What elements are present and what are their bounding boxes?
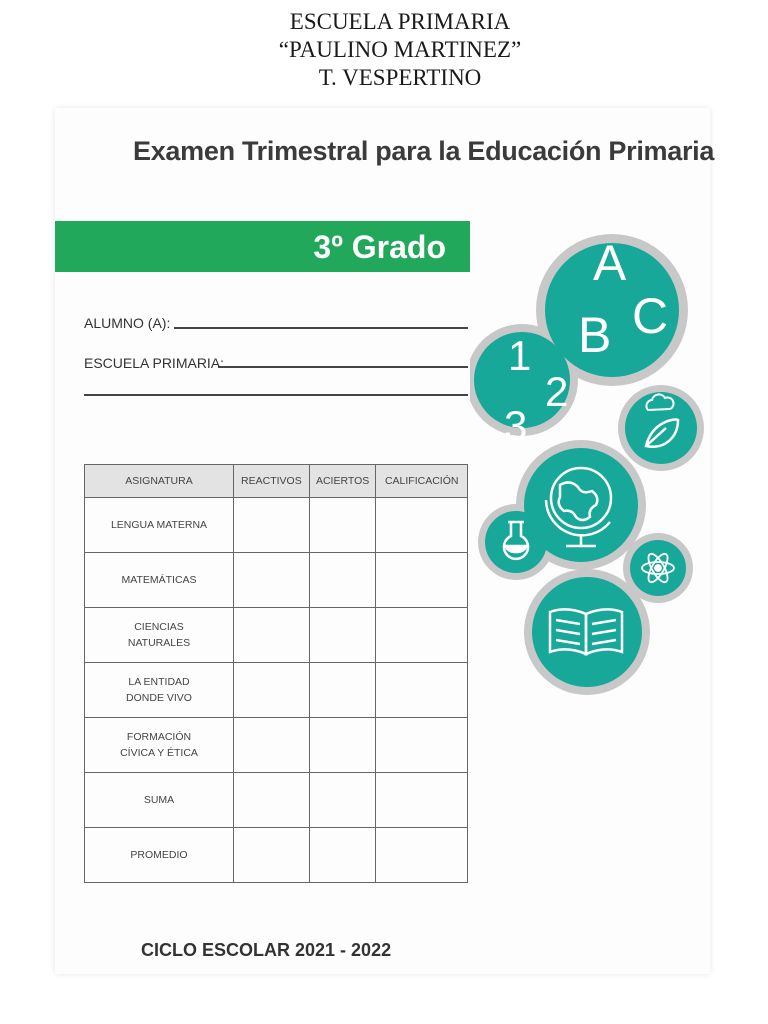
column-header-grade: CALIFICACIÓN — [376, 465, 468, 498]
table-row — [85, 553, 468, 608]
subject-cell — [85, 498, 234, 553]
subject-cell — [85, 663, 234, 718]
table-row — [85, 828, 468, 883]
student-name-line[interactable] — [174, 327, 468, 329]
items-cell[interactable] — [234, 773, 310, 828]
table-row — [85, 663, 468, 718]
correct-cell[interactable] — [309, 773, 376, 828]
school-name-line1: ESCUELA PRIMARIA — [289, 9, 511, 34]
subject-label: SUMA — [143, 794, 175, 806]
subject-cell — [85, 608, 234, 663]
school-shift: T. VESPERTINO — [318, 65, 482, 90]
grade-cell[interactable] — [376, 718, 468, 773]
grade-label: 3º Grado — [313, 229, 446, 265]
subject-label: LA ENTIDAD — [128, 676, 190, 688]
table-header-row — [85, 465, 468, 498]
subject-label-line2: DONDE VIVO — [126, 692, 192, 704]
school-name-line2: “PAULINO MARTINEZ” — [278, 37, 522, 62]
items-cell[interactable] — [234, 553, 310, 608]
subject-label-line2: CÍVICA Y ÉTICA — [120, 747, 198, 759]
correct-cell[interactable] — [309, 608, 376, 663]
items-cell[interactable] — [234, 828, 310, 883]
subject-label: PROMEDIO — [130, 849, 188, 861]
subject-cell — [85, 718, 234, 773]
correct-cell[interactable] — [309, 828, 376, 883]
student-name-label: ALUMNO (A): — [84, 315, 171, 331]
grade-banner — [55, 221, 470, 272]
subjects-illustration — [470, 200, 710, 720]
items-cell[interactable] — [234, 718, 310, 773]
column-header-items: REACTIVOS — [234, 465, 310, 498]
school-field-label: ESCUELA PRIMARIA: — [84, 355, 225, 371]
school-cycle: CICLO ESCOLAR 2021 - 2022 — [141, 940, 392, 960]
subject-cell — [85, 553, 234, 608]
grade-cell[interactable] — [376, 608, 468, 663]
column-header-correct: ACIERTOS — [309, 465, 376, 498]
subject-cell — [85, 773, 234, 828]
items-cell[interactable] — [234, 498, 310, 553]
exam-title: Examen Trimestral para la Educación Primaria — [133, 136, 715, 166]
number-two: 2 — [545, 368, 569, 415]
subject-label-line2: NATURALES — [127, 637, 191, 649]
items-cell[interactable] — [234, 608, 310, 663]
subject-label: CIENCIAS — [134, 621, 184, 633]
correct-cell[interactable] — [309, 553, 376, 608]
number-three: 3 — [504, 402, 528, 449]
school-header — [0, 8, 768, 92]
letter-b: B — [578, 307, 612, 363]
table-row — [85, 773, 468, 828]
correct-cell[interactable] — [309, 498, 376, 553]
correct-cell[interactable] — [309, 718, 376, 773]
school-field-line[interactable] — [218, 366, 468, 368]
grade-cell[interactable] — [376, 663, 468, 718]
number-one: 1 — [508, 332, 532, 379]
table-row — [85, 608, 468, 663]
table-row — [85, 498, 468, 553]
subject-label: LENGUA MATERNA — [110, 519, 208, 531]
scores-table — [84, 464, 468, 883]
letter-a: A — [593, 235, 627, 291]
column-header-subject: ASIGNATURA — [85, 465, 234, 498]
grade-cell[interactable] — [376, 828, 468, 883]
grade-cell[interactable] — [376, 498, 468, 553]
items-cell[interactable] — [234, 663, 310, 718]
school-field-line-extra[interactable] — [84, 394, 468, 396]
subject-label: MATEMÁTICAS — [121, 574, 197, 586]
correct-cell[interactable] — [309, 663, 376, 718]
table-row — [85, 718, 468, 773]
letter-c: C — [632, 288, 669, 344]
subject-cell — [85, 828, 234, 883]
grade-cell[interactable] — [376, 553, 468, 608]
subject-label: FORMACIÓN — [126, 731, 192, 743]
grade-cell[interactable] — [376, 773, 468, 828]
